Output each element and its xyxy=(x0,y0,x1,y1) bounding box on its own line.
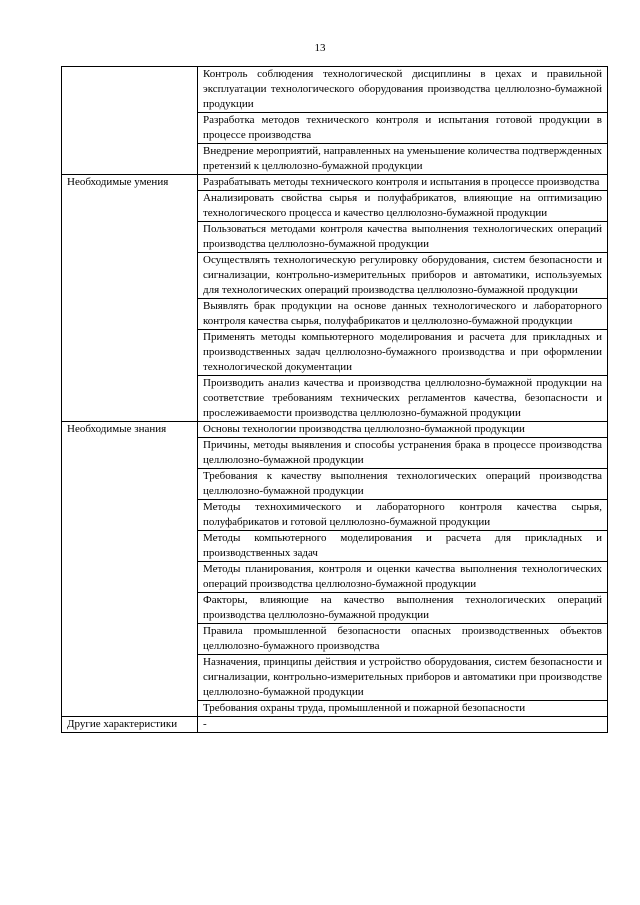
section-label xyxy=(62,67,198,175)
requirement-text: Анализировать свойства сырья и полуфабрикатов, влияющие на оптимизацию технологического процесса и качество целлюлозно-бумажной продукции xyxy=(198,191,608,222)
requirement-text: Производить анализ качества и производства целлюлозно-бумажной продукции на соответствие требованиям технических регламентов качества, безопасности и прослеживаемости производства целлюлозно-бумажной продукции xyxy=(198,376,608,422)
section-label: Другие характеристики xyxy=(62,717,198,733)
requirement-text: Основы технологии производства целлюлозно-бумажной продукции xyxy=(198,422,608,438)
requirement-text: Применять методы компьютерного моделирования и расчета для прикладных и производственных задач целлюлозно-бумажного производства и при оформлении технологической документации xyxy=(198,330,608,376)
requirement-text: Причины, методы выявления и способы устранения брака в процессе производства целлюлозно-бумажной продукции xyxy=(198,438,608,469)
table-row xyxy=(62,67,608,113)
requirement-text: Требования охраны труда, промышленной и пожарной безопасности xyxy=(198,701,608,717)
requirement-text: Разработка методов технического контроля и испытания готовой продукции в процессе производства xyxy=(198,113,608,144)
requirement-text: Методы компьютерного моделирования и расчета для прикладных и производственных задач xyxy=(198,531,608,562)
table-row xyxy=(62,717,608,733)
section-label: Необходимые знания xyxy=(62,422,198,717)
requirement-text: - xyxy=(198,717,608,733)
requirement-text: Внедрение мероприятий, направленных на уменьшение количества подтвержденных претензий к целлюлозно-бумажной продукции xyxy=(198,144,608,175)
table-row xyxy=(62,175,608,191)
requirement-text: Выявлять брак продукции на основе данных технологического и лабораторного контроля качества сырья, полуфабрикатов и целлюлозно-бумажной продукции xyxy=(198,299,608,330)
requirement-text: Разрабатывать методы технического контроля и испытания в процессе производства xyxy=(198,175,608,191)
requirement-text: Факторы, влияющие на качество выполнения технологических операций производства целлюлозно-бумажной продукции xyxy=(198,593,608,624)
section-label: Необходимые умения xyxy=(62,175,198,422)
requirement-text: Контроль соблюдения технологической дисциплины в цехах и правильной эксплуатации технологического оборудования производства целлюлозно-бумажной продукции xyxy=(198,67,608,113)
table-row xyxy=(62,422,608,438)
requirement-text: Осуществлять технологическую регулировку оборудования, систем безопасности и сигнализации, контрольно-измерительных приборов и автоматики, используемых для технологических операций производства целлюлозно-бумажной продукции xyxy=(198,253,608,299)
table-body xyxy=(62,67,608,733)
requirement-text: Требования к качеству выполнения технологических операций производства целлюлозно-бумажной продукции xyxy=(198,469,608,500)
page-number: 13 xyxy=(314,42,326,54)
requirement-text: Правила промышленной безопасности опасных производственных объектов целлюлозно-бумажного производства xyxy=(198,624,608,655)
requirement-text: Пользоваться методами контроля качества выполнения технологических операций производства целлюлозно-бумажной продукции xyxy=(198,222,608,253)
requirement-text: Методы планирования, контроля и оценки качества выполнения технологических операций производства целлюлозно-бумажной продукции xyxy=(198,562,608,593)
requirement-text: Методы технохимического и лабораторного контроля качества сырья, полуфабрикатов и готовой целлюлозно-бумажной продукции xyxy=(198,500,608,531)
requirement-text: Назначения, принципы действия и устройство оборудования, систем безопасности и сигнализации, контрольно-измерительных приборов и автоматики при производстве целлюлозно-бумажной продукции xyxy=(198,655,608,701)
characteristics-table xyxy=(61,66,608,733)
